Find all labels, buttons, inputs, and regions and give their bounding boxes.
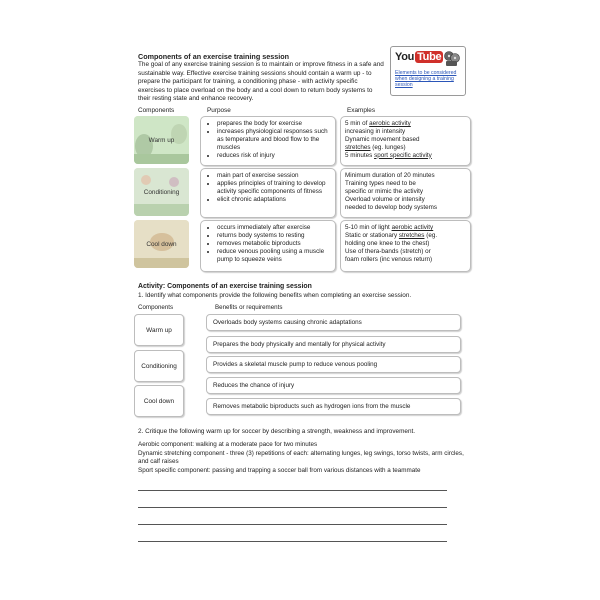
aerobic-activity-link[interactable]: aerobic activity <box>391 224 434 231</box>
activity-title: Activity: Components of an exercise training session <box>138 283 312 290</box>
page-title: Components of an exercise training session <box>138 52 289 61</box>
answer-line[interactable] <box>138 490 447 491</box>
example-line: Minimum duration of 20 minutes <box>345 172 435 179</box>
aerobic-activity-link[interactable]: aerobic activity <box>369 120 411 127</box>
purpose-box <box>200 220 336 272</box>
example-line: 5-10 min of light aerobic activity <box>345 224 434 231</box>
example-line: Static or stationary stretches (eg. <box>345 231 438 239</box>
list-item: • applies principles of training to develop activity specific components of fitness <box>217 180 331 196</box>
list-item: • prepares the body for exercise <box>217 120 331 128</box>
example-line: 5 minutes sport specific activity <box>345 151 432 159</box>
critique-text <box>138 441 468 475</box>
benefit-box[interactable]: Prepares the body physically and mentally for physical activity <box>206 336 461 353</box>
component-box-conditioning[interactable]: Conditioning <box>134 350 184 382</box>
list-item: • reduce venous pooling using a muscle pump to squeeze veins <box>217 248 331 264</box>
examples-box <box>340 116 471 166</box>
example-line: specific or mimic the activity <box>345 187 424 195</box>
list-item: • returns body systems to resting <box>217 232 331 240</box>
answer-line[interactable] <box>138 507 447 508</box>
question-2: 2. Critique the following warm up for soccer by describing a strength, weakness and improvement. <box>138 428 416 435</box>
youtube-video-link[interactable]: Elements to be considered when designing a training session <box>395 70 457 89</box>
header-examples: Examples <box>347 107 376 114</box>
header-components: Components <box>138 304 174 311</box>
answer-line[interactable] <box>138 541 447 542</box>
component-label: Warm up <box>148 136 175 144</box>
critique-line: Dynamic stretching component - three (3) repetitions of each: alternating lunges, leg swings, torso twists, arm circles, and calf raises <box>138 449 464 465</box>
example-line: Dynamic movement based <box>345 135 420 143</box>
example-line: Training types need to be <box>345 179 416 187</box>
question-1: 1. Identify what components provide the following benefits when completing an exercise session. <box>138 292 412 299</box>
example-line: 5 min of aerobic activity <box>345 120 411 127</box>
film-reel-icon <box>443 50 461 68</box>
list-item: • reduces risk of injury <box>217 152 331 160</box>
example-line: foam rollers (inc venous return) <box>345 255 433 263</box>
intro-paragraph: The goal of any exercise training session is to maintain or improve fitness in a safe and sustainable way. Effective exercise training sessions should contain a warm up - to prepare the participant for training, a conditioning phase - with activity specific exercises to place overload on the body and a cool down to return body systems to their resting state and enhance recovery. <box>138 61 384 103</box>
list-item: • occurs immediately after exercise <box>217 224 331 232</box>
examples-box <box>340 220 471 272</box>
critique-line: Aerobic component: walking at a moderate pace for two minutes <box>138 441 318 448</box>
examples-box <box>340 168 471 218</box>
example-line: Overload volume or intensity <box>345 195 425 203</box>
benefit-box[interactable]: Removes metabolic biproducts such as hydrogen ions from the muscle <box>206 398 461 415</box>
header-components: Components <box>138 107 175 114</box>
component-box-warm-up[interactable]: Warm up <box>134 314 184 346</box>
list-item: • removes metabolic biproducts <box>217 240 331 248</box>
component-box-cool-down[interactable]: Cool down <box>134 385 184 417</box>
example-line: stretches (eg. lunges) <box>345 143 406 151</box>
benefit-box[interactable]: Reduces the chance of injury <box>206 377 461 394</box>
youtube-logo[interactable]: You Tube <box>395 51 442 63</box>
youtube-widget[interactable] <box>390 46 466 96</box>
example-line: needed to develop body systems <box>345 203 438 211</box>
sport-specific-link[interactable]: sport specific activity <box>374 151 432 159</box>
conditioning-image <box>134 168 189 216</box>
component-label: Conditioning <box>143 188 180 196</box>
purpose-box <box>200 168 336 218</box>
component-label: Cool down <box>146 240 177 248</box>
list-item: • elicit chronic adaptations <box>217 196 331 204</box>
header-purpose: Purpose <box>207 107 231 114</box>
list-item: • main part of exercise session <box>217 172 331 180</box>
stretches-link[interactable]: stretches <box>398 231 425 239</box>
stretches-link[interactable]: stretches <box>345 143 371 151</box>
example-line: holding one knee to the chest) <box>345 239 430 247</box>
example-line: Use of thera-bands (stretch) or <box>345 247 431 255</box>
list-item: • increases physiological responses such as temperature and blood flow to the muscles <box>217 128 331 152</box>
benefit-box[interactable]: Overloads body systems causing chronic adaptations <box>206 314 461 331</box>
answer-line[interactable] <box>138 524 447 525</box>
example-line: increasing in intensity <box>345 127 406 135</box>
warm-up-image <box>134 116 189 164</box>
benefit-box[interactable]: Provides a skeletal muscle pump to reduce venous pooling <box>206 356 461 373</box>
critique-line: Sport specific component: passing and trapping a soccer ball from various distances with a teammate <box>138 466 421 474</box>
cool-down-image <box>134 220 189 268</box>
purpose-box <box>200 116 336 166</box>
header-benefits: Benefits or requirements <box>215 304 283 311</box>
